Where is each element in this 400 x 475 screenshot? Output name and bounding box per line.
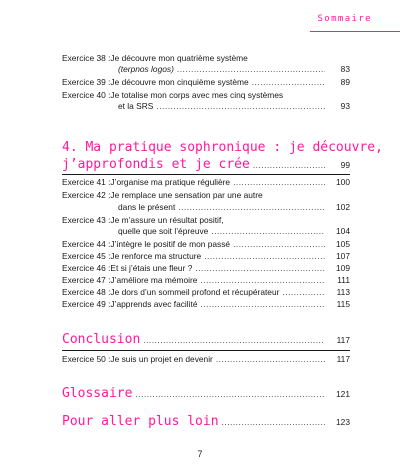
exercise-title: Je découvre mon quatrième système: [110, 53, 248, 63]
exercise-title: Je remplace une sensation par une autre: [110, 190, 263, 200]
leader-dots: [156, 101, 325, 112]
toc-entry-continuation[interactable]: [62, 202, 350, 213]
glossaire-heading[interactable]: [62, 385, 350, 403]
toc-entry-exercise-38[interactable]: [62, 53, 350, 64]
exercise-number: Exercice 46 :: [62, 263, 111, 273]
section-divider: [62, 174, 350, 175]
exercise-title-continuation: quelle que soit l’épreuve: [118, 226, 209, 236]
section-title-line-1: 4. Ma pratique sophronique : je découvre,: [62, 140, 383, 155]
exercise-title: Et si j’étais une fleur ?: [110, 263, 193, 273]
page-ref: 83: [340, 64, 350, 74]
toc-entry-exercise-50[interactable]: [62, 354, 350, 365]
leader-dots: [195, 263, 325, 274]
leader-dots: [253, 157, 325, 174]
toc-entry-exercise-44[interactable]: [62, 239, 350, 250]
toc-entry-exercise-40[interactable]: [62, 90, 350, 101]
running-header: [0, 13, 400, 29]
exercise-title: Je dors d’un sommeil profond et récupérateur: [110, 287, 280, 297]
exercise-number: Exercice 38 :: [62, 53, 111, 63]
exercise-number: Exercice 43 :: [62, 215, 111, 225]
page-ref: 104: [336, 226, 350, 236]
page-ref: 93: [340, 101, 350, 111]
leader-dots: [252, 77, 325, 88]
exercise-number: Exercice 42 :: [62, 190, 111, 200]
toc-entry-exercise-43[interactable]: [62, 215, 350, 226]
section-title-line-2: j’approfondis et je crée: [62, 157, 250, 172]
page-ref: 102: [336, 202, 350, 212]
exercise-title: Je totalise mon corps avec mes cinq systèmes: [110, 90, 284, 100]
exercise-title: J’organise ma pratique régulière: [110, 177, 231, 187]
leader-dots: [200, 275, 325, 286]
exercise-number: Exercice 45 :: [62, 251, 111, 261]
page-ref: 100: [336, 177, 350, 187]
section-title: Pour aller plus loin: [62, 414, 219, 429]
exercise-title-continuation: (terpnos logos): [118, 64, 174, 74]
toc-entry-exercise-47[interactable]: [62, 275, 350, 286]
page-ref: 113: [336, 287, 350, 297]
leader-dots: [222, 414, 325, 431]
page-ref: 117: [336, 335, 350, 345]
exercise-number: Exercice 39 :: [62, 77, 111, 87]
toc-entry-exercise-41[interactable]: [62, 177, 350, 188]
leader-dots: [211, 226, 325, 237]
toc-entry-continuation[interactable]: [62, 226, 350, 237]
exercise-title-continuation: dans le présent: [118, 202, 176, 212]
leader-dots: [177, 64, 325, 75]
header-label: Sommaire: [317, 14, 372, 24]
section-divider: [62, 350, 350, 351]
conclusion-heading[interactable]: [62, 331, 350, 349]
exercise-number: Exercice 47 :: [62, 275, 111, 285]
exercise-title: Je suis un projet en devenir: [110, 354, 213, 364]
toc-entry-exercise-48[interactable]: [62, 287, 350, 298]
leader-dots: [282, 287, 325, 298]
page-ref: 111: [337, 275, 350, 285]
toc-entry-exercise-42[interactable]: [62, 190, 350, 201]
exercise-title: Je renforce ma structure: [110, 251, 202, 261]
exercise-number: Exercice 48 :: [62, 287, 111, 297]
leader-dots: [143, 332, 325, 349]
header-rule: [310, 31, 400, 32]
toc-entry-continuation[interactable]: [62, 64, 350, 75]
section-title: Conclusion: [62, 332, 141, 347]
exercise-number: Exercice 40 :: [62, 90, 111, 100]
section-title: Glossaire: [62, 386, 133, 401]
page-number: 7: [197, 449, 203, 459]
leader-dots: [233, 239, 325, 250]
toc-entry-exercise-39[interactable]: [62, 77, 350, 88]
page-ref: 123: [336, 417, 350, 427]
exercise-title: J’apprends avec facilité: [110, 299, 198, 309]
page-ref: 117: [336, 354, 350, 364]
leader-dots: [178, 202, 325, 213]
toc-entry-exercise-46[interactable]: [62, 263, 350, 274]
pour-aller-plus-loin-heading[interactable]: [62, 413, 350, 431]
page-ref: 121: [336, 389, 350, 399]
exercise-title: J’intègre le positif de mon passé: [110, 239, 231, 249]
exercise-number: Exercice 50 :: [62, 354, 111, 364]
toc-entry-exercise-45[interactable]: [62, 251, 350, 262]
exercise-number: Exercice 49 :: [62, 299, 111, 309]
toc-entry-continuation[interactable]: [62, 101, 350, 112]
exercise-title: Je découvre mon cinquième système: [110, 77, 249, 87]
leader-dots: [200, 299, 325, 310]
section-4-heading[interactable]: [62, 139, 383, 174]
exercise-title: J’améliore ma mémoire: [110, 275, 198, 285]
leader-dots: [204, 251, 325, 262]
toc-entry-exercise-49[interactable]: [62, 299, 350, 310]
page-ref: 89: [340, 77, 350, 87]
leader-dots: [216, 354, 325, 365]
page-ref: 105: [336, 239, 350, 249]
exercise-title: Je m’assure un résultat positif,: [110, 215, 224, 225]
page-ref: 109: [336, 263, 350, 273]
leader-dots: [135, 386, 325, 403]
page-ref: 107: [336, 251, 350, 261]
exercise-number: Exercice 41 :: [62, 177, 111, 187]
exercise-number: Exercice 44 :: [62, 239, 111, 249]
page-ref: 115: [336, 299, 350, 309]
page-ref: 99: [340, 160, 350, 170]
exercise-title-continuation: et la SRS: [118, 101, 154, 111]
leader-dots: [233, 177, 325, 188]
